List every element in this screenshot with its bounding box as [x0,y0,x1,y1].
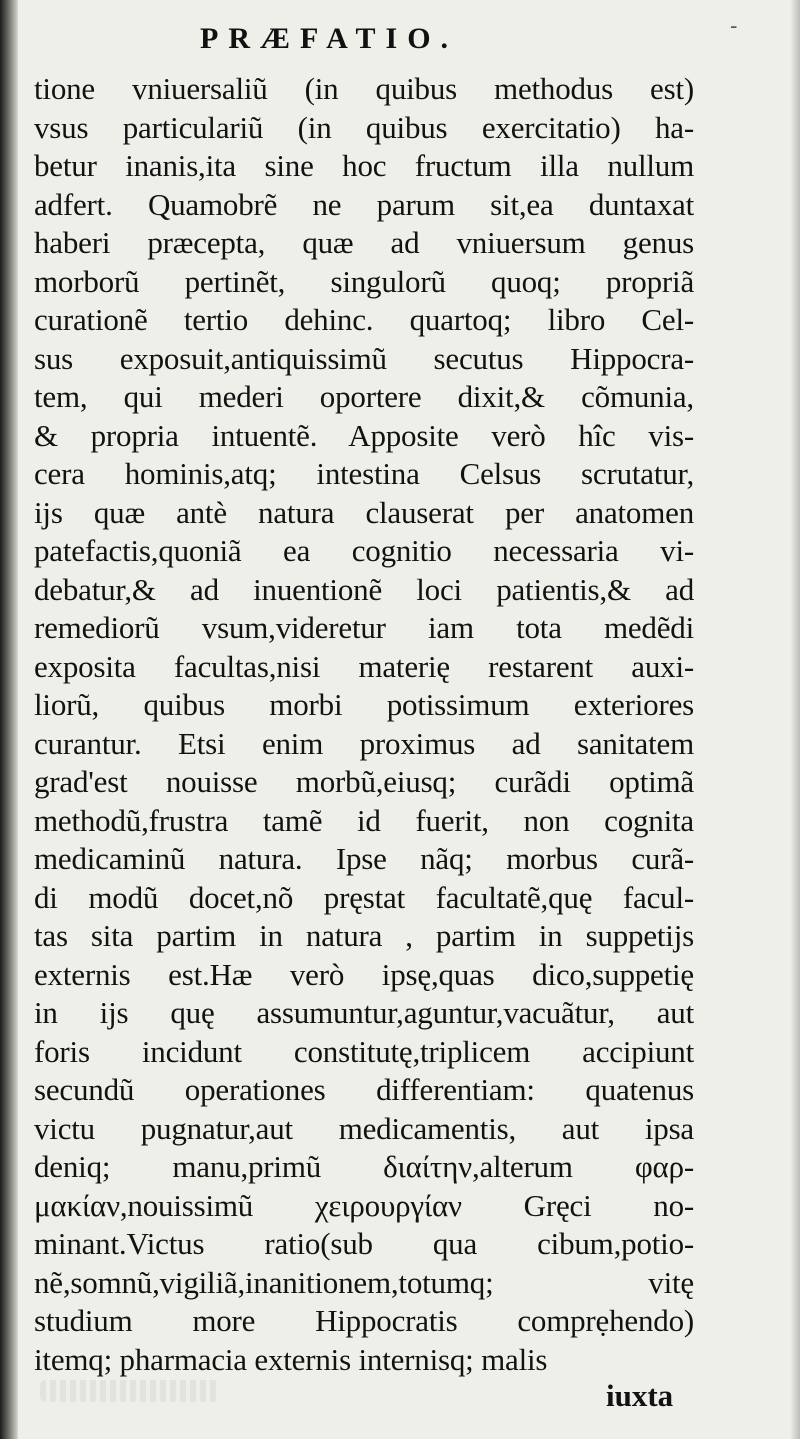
text-line: grad'est nouisse morbũ,eiusq; curãdi optimã [34,764,694,799]
text-line: exposita facultas,nisi materię restarent auxi- [34,648,694,684]
text-line: itemq; pharmacia externis internisq; malis [34,1341,548,1377]
text-line: betur inanis,ita sine hoc fructum illa nullum [34,148,694,183]
page-gutter-shadow [0,0,18,1439]
running-head: PRÆFATIO. [200,22,459,55]
text-line: deniq; manu,primũ διαίτην,alterum φαρ- [34,1149,694,1184]
text-line: morborũ pertinẽt, singulorũ quoq; propriã [34,263,694,299]
text-line: methodũ,frustra tamẽ id fuerit, non cognita [34,802,694,838]
text-line: minant.Victus ratio(sub qua cibum,potio- [34,1226,694,1261]
text-line: foris incidunt constitutę,triplicem accipiunt [34,1033,694,1069]
text-line: tas sita partim in natura , partim in suppetijs [34,918,694,953]
text-line: vsus particulariũ (in quibus exercitatio) ha- [34,109,694,145]
page-right-edge [790,0,800,1439]
text-line: ijs quæ antè natura clauserat per anatomen [34,494,694,530]
show-through-bleed [40,1380,220,1402]
text-line: curantur. Etsi enim proximus ad sanitatem [34,725,694,761]
text-line: patefactis,quoniã ea cognitio necessaria vi- [34,533,694,568]
text-line: in ijs quę assumuntur,aguntur,vacuãtur, aut [34,995,694,1030]
text-line: liorũ, quibus morbi potissimum exteriores [34,687,694,722]
text-line: cera hominis,atq; intestina Celsus scrutatur, [34,456,694,491]
catchword: iuxta [606,1378,674,1413]
text-line: tione vniuersaliũ (in quibus methodus est) [34,71,694,106]
text-line: μακίαν,nouissimũ χειρουργίαν Gręci no- [34,1187,694,1223]
text-line: studium more Hippocratis comprẹhendo) [34,1303,694,1338]
text-line: debatur,& ad inuentionẽ loci patientis,& ad [34,571,694,607]
text-line: remediorũ vsum,videretur iam tota medẽdi [34,610,694,645]
text-line: adfert. Quamobrẽ ne parum sit,ea duntaxat [34,186,694,222]
text-line: curationẽ tertio dehinc. quartoq; libro Cel- [34,302,694,337]
text-line: nẽ,somnũ,vigiliã,inanitionem,totumq; vitę [34,1264,694,1300]
text-line: medicaminũ natura. Ipse nãq; morbus curã- [34,841,694,876]
text-line: haberi præcepta, quæ ad vniuersum genus [34,225,694,260]
text-line: & propria intuentẽ. Apposite verò hîc vis- [34,417,694,453]
text-line: victu pugnatur,aut medicamentis, aut ipsa [34,1110,694,1146]
text-line: externis est.Hæ verò ipsę,quas dico,suppetię [34,956,694,992]
corner-mark: - [730,14,738,39]
text-line: di modũ docet,nõ pręstat facultatẽ,quę facul- [34,879,694,915]
text-line: secundũ operationes differentiam: quatenus [34,1072,694,1107]
body-text [34,70,694,1379]
text-line: tem, qui mederi oportere dixit,& cõmunia, [34,379,694,414]
text-line: sus exposuit,antiquissimũ secutus Hippocra- [34,340,694,376]
